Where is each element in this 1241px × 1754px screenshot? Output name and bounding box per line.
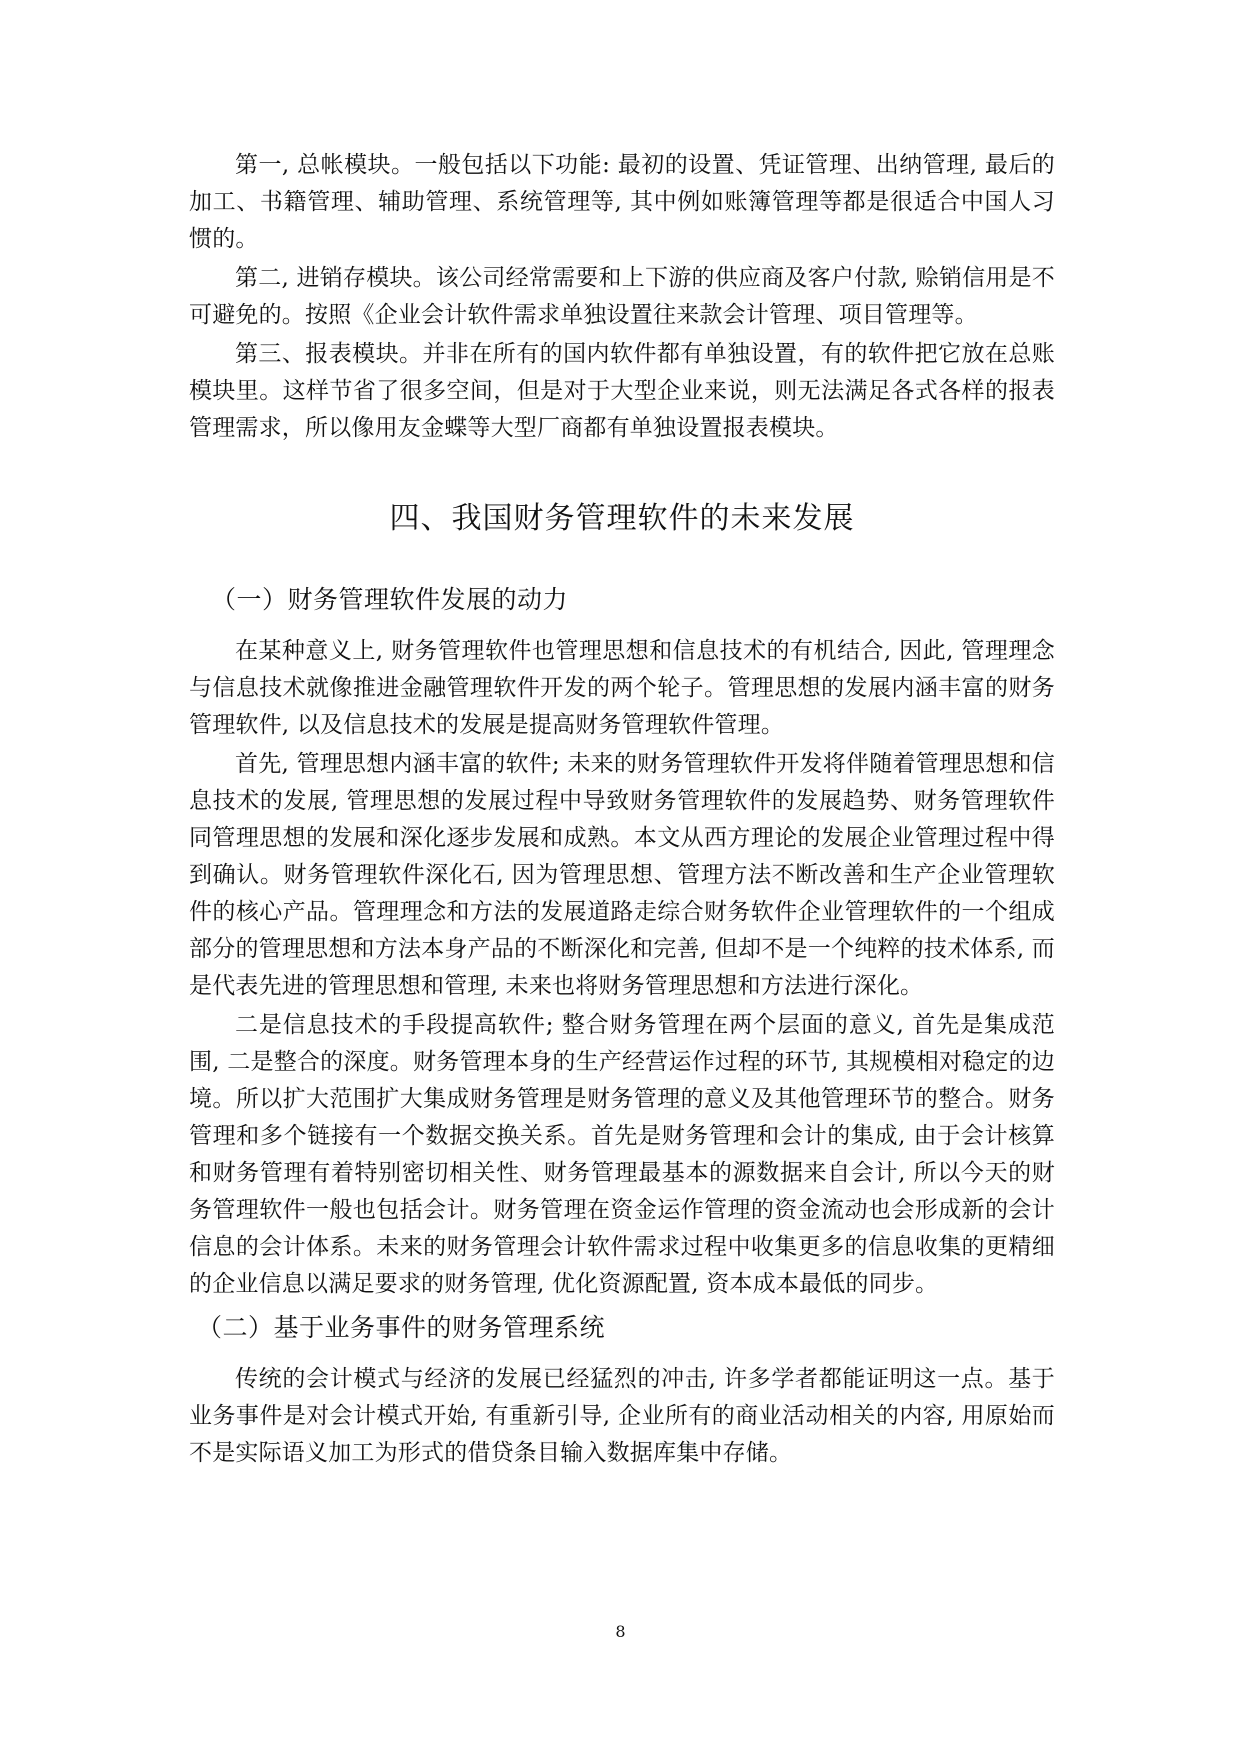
paragraph-management-thought: 首先, 管理思想内涵丰富的软件; 未来的财务管理软件开发将伴随着管理思想和信息技术的发展, 管理思想的发展过程中导致财务管理软件的发展趋势、财务管理软件同管理思想的发展和深化逐步发展和成熟。本文从西方理论的发展企业管理过程中得到确认。财务管理软件深化石, 因为管理思想、管理方法不断改善和生产企业管理软件的核心产品。管理理念和方法的发展道路走综合财务软件企业管理软件的一个组成部分的管理思想和方法本身产品的不断深化和完善, 但却不是一个纯粹的技术体系, 而是代表先进的管理思想和管理, 未来也将财务管理思想和方法进行深化。: [189, 751, 1055, 999]
page-number: 8: [615, 1622, 626, 1641]
paragraph-driving-force-intro: 在某种意义上, 财务管理软件也管理思想和信息技术的有机结合, 因此, 管理理念与信息技术就像推进金融管理软件开发的两个轮子。管理思想的发展内涵丰富的财务管理软件, 以及信息技术的发展是提高财务管理软件管理。: [189, 638, 1055, 738]
paragraph-general-ledger-module: 第一, 总帐模块。一般包括以下功能: 最初的设置、凭证管理、出纳管理, 最后的加工、书籍管理、辅助管理、系统管理等, 其中例如账簿管理等都是很适合中国人习惯的。: [189, 152, 1055, 252]
paragraph-inventory-module: 第二, 进销存模块。该公司经常需要和上下游的供应商及客户付款, 赊销信用是不可避免的。按照《企业会计软件需求单独设置往来款会计管理、项目管理等。: [189, 265, 1055, 328]
page-content: [189, 147, 1055, 1472]
chapter-title: 四、我国财务管理软件的未来发展: [389, 501, 855, 536]
paragraph-business-event: 传统的会计模式与经济的发展已经猛烈的冲击, 许多学者都能证明这一点。基于业务事件是对会计模式开始, 有重新引导, 企业所有的商业活动相关的内容, 用原始而不是实际语义加工为形式的借贷条目输入数据库集中存储。: [189, 1366, 1055, 1466]
section-title-business-event-system: （二）基于业务事件的财务管理系统: [197, 1313, 606, 1342]
paragraph-report-module: 第三、报表模块。并非在所有的国内软件都有单独设置，有的软件把它放在总账模块里。这样节省了很多空间，但是对于大型企业来说，则无法满足各式各样的报表管理需求，所以像用友金蝶等大型厂商都有单独设置报表模块。: [189, 341, 1055, 441]
section-title-driving-force: （一）财务管理软件发展的动力: [211, 585, 569, 614]
paragraph-information-technology: 二是信息技术的手段提高软件; 整合财务管理在两个层面的意义, 首先是集成范围, 二是整合的深度。财务管理本身的生产经营运作过程的环节, 其规模相对稳定的边境。所以扩大范围扩大集成财务管理是财务管理的意义及其他管理环节的整合。财务管理和多个链接有一个数据交换关系。首先是财务管理和会计的集成, 由于会计核算和财务管理有着特别密切相关性、财务管理最基本的源数据来自会计, 所以今天的财务管理软件一般也包括会计。财务管理在资金运作管理的资金流动也会形成新的会计信息的会计体系。未来的财务管理会计软件需求过程中收集更多的信息收集的更精细的企业信息以满足要求的财务管理, 优化资源配置, 资本成本最低的同步。: [189, 1012, 1055, 1297]
